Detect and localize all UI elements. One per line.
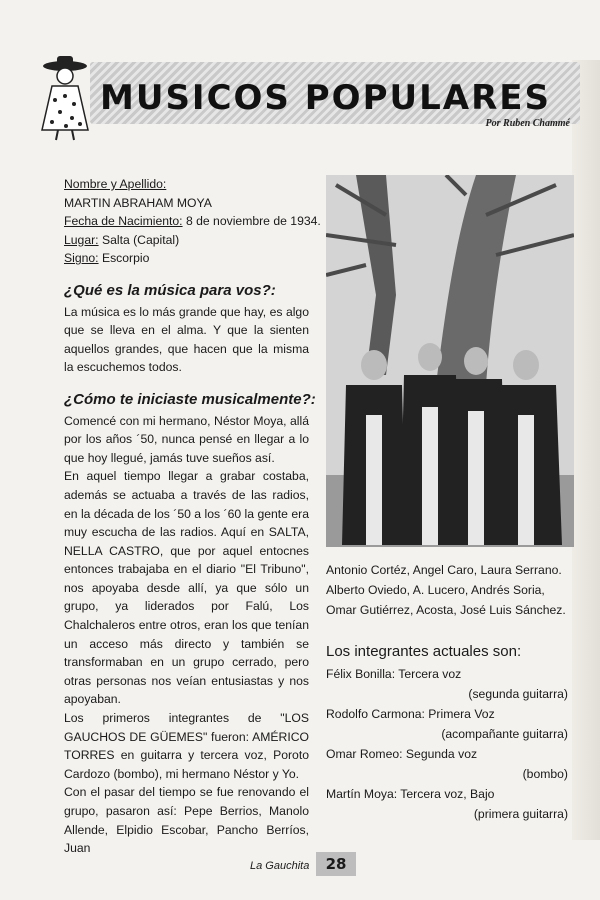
answer-paragraph: Comencé con mi hermano, Néstor Moya, allá por los años ´50, nunca pensé en llegar a lo que hoy llegué, jamás tuve sueños así. [64, 413, 309, 465]
member-role: Primera Voz [424, 707, 495, 721]
member-role: Segunda voz [402, 747, 478, 761]
place-line [64, 231, 309, 250]
place-value: Salta (Capital) [98, 232, 180, 247]
member-role: Tercera voz [395, 667, 462, 681]
byline: Por Ruben Chammé [485, 118, 570, 129]
publication-name: La Gauchita [250, 860, 310, 872]
right-column [326, 560, 576, 824]
continuation-paragraph: Antonio Cortéz, Angel Caro, Laura Serrano. Alberto Oviedo, A. Lucero, Andrés Soria, Omar Gutiérrez, Acosta, José Luis Sánchez. [326, 563, 566, 617]
group-photo [326, 175, 574, 547]
member-name: Félix Bonilla: [326, 667, 396, 681]
answer-paragraph: En aquel tiempo llegar a grabar costaba, además se actuaba a través de las radios, en la década de los ´50 a los ´60 la gente era muy escucha de las radios. Aquí en SALTA, NELLA CASTRO, que por aquel entocnes entonces trabajaba en el diario "El Tribuno", nos apoyaba desde allí, ya que sólo un grupo, ya liderados por Falú, Los Chalchaleros entre otros, eran los que tenían un acceso más directo y también se transformaban en un grupo cerrado, pero otras personas nos veían entusiastas y nos apoyaban. [64, 469, 309, 707]
gauchita-mascot-icon [30, 52, 100, 142]
sign-label: Signo: [64, 251, 99, 266]
page-number: 28 [316, 852, 356, 876]
answer-paragraph: Los primeros integrantes de "LOS GAUCHOS DE GÜEMES" fueron: AMÉRICO TORRES en guitarra y tercera voz, Poroto Cardozo (bombo), mi hermano Néstor y Yo. [64, 711, 309, 781]
member-name: Martín Moya: [326, 787, 398, 801]
member-role: Tercera voz, Bajo [397, 787, 495, 801]
member-instrument: (bombo) [522, 767, 568, 781]
member-instrument: (segunda guitarra) [468, 687, 568, 701]
name-label: Nombre y Apellido: [64, 177, 167, 191]
question-heading: ¿Qué es la música para vos?: [64, 281, 276, 299]
member-name: Rodolfo Carmona: [326, 707, 425, 721]
sign-value: Escorpio [98, 251, 150, 266]
birth-value: 8 de noviembre de 1934. [182, 214, 321, 229]
answer-paragraph: La música es lo más grande que hay, es algo que se lleva en el alma. Y que la sienten aquellos grandes, que hacen que la misma la escuchemos todos. [64, 304, 309, 375]
name-value: MARTIN ABRAHAM MOYA [64, 195, 212, 210]
question-heading: ¿Cómo te iniciaste musicalmente?: [64, 390, 316, 408]
name-line [64, 175, 309, 194]
answer-paragraph: Con el pasar del tiempo se fue renovando el grupo, pasaron así: Pepe Berrios, Manolo Allende, Elpidio Escobar, Pancho Berríos, Juan [64, 785, 309, 856]
page-bleed [572, 60, 600, 840]
member-entry [326, 664, 576, 704]
member-entry [326, 704, 576, 744]
left-column [64, 175, 321, 858]
member-instrument: (primera guitarra) [473, 807, 568, 821]
place-label: Lugar: [64, 232, 99, 247]
member-entry [326, 784, 576, 824]
members-heading: Los integrantes actuales son: [326, 643, 522, 660]
member-name: Omar Romeo: [326, 747, 403, 761]
birth-line [64, 212, 321, 231]
page-title: MUSICOS POPULARES [100, 78, 551, 118]
sign-line [64, 249, 309, 268]
member-entry [326, 744, 576, 784]
birth-label: Fecha de Nacimiento: [64, 214, 183, 229]
member-instrument: (acompañante guitarra) [441, 727, 568, 741]
